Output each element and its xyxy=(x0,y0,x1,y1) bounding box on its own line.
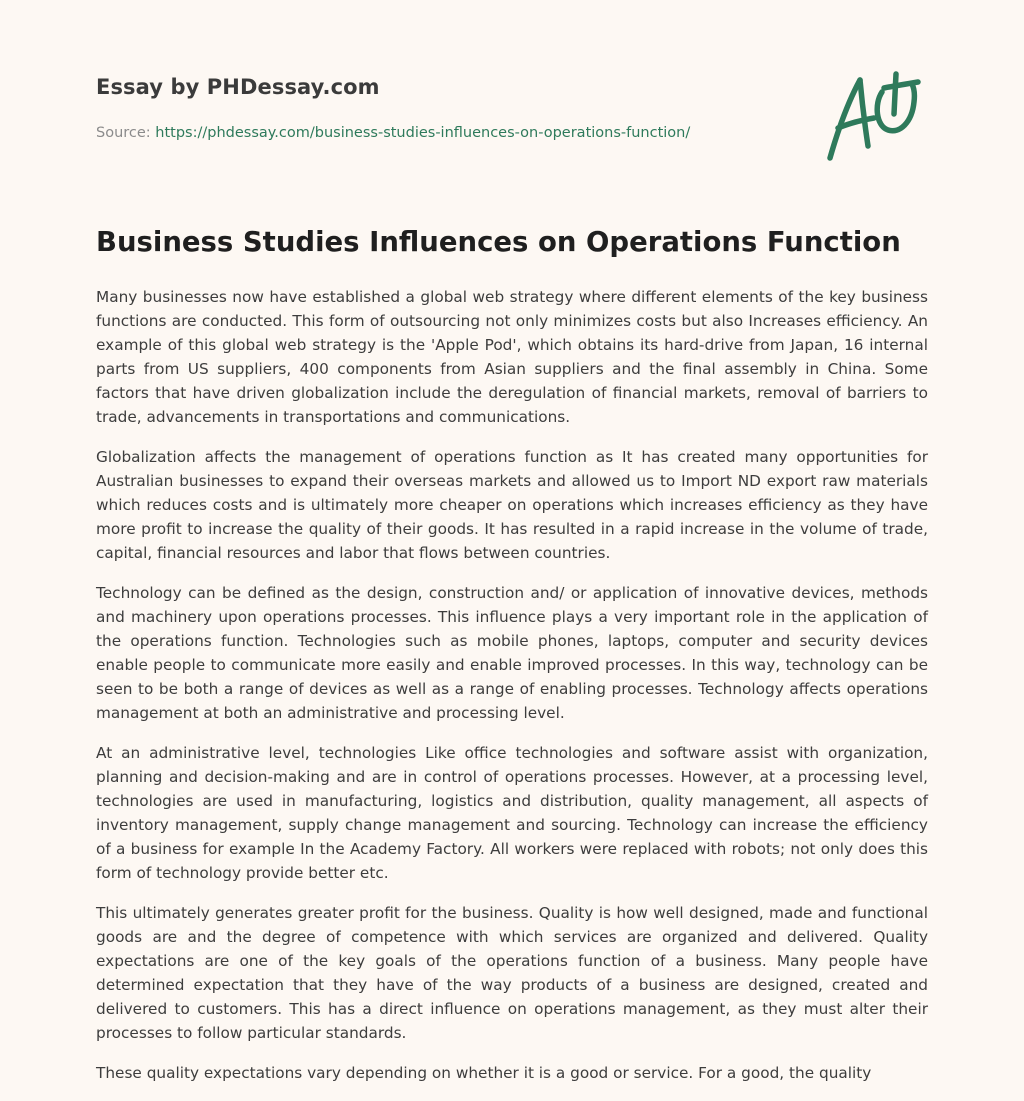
brand-title: Essay by PHDessay.com xyxy=(96,75,380,99)
paragraph: At an administrative level, technologies Like office technologies and software assist with organization, planning and decision-making and are in control of operations processes. However, at a processing level, technologies are used in manufacturing, logistics and distribution, quality management, all aspects of inventory management, supply change management and sourcing. Technology can increase the efficiency of a business for example In the Academy Factory. All workers were replaced with robots; not only does this form of technology provide better etc. xyxy=(96,744,928,882)
source-line xyxy=(96,125,690,141)
essay-body xyxy=(96,285,928,1101)
paragraph: These quality expectations vary depending on whether it is a good or service. For a good, the quality xyxy=(96,1064,872,1082)
paragraph: Many businesses now have established a global web strategy where different elements of the key business functions are conducted. This form of outsourcing not only minimizes costs but also Increases efficiency. An example of this global web strategy is the 'Apple Pod', which obtains its hard-drive from Japan, 16 internal parts from US suppliers, 400 components from Asian suppliers and the final assembly in China. Some factors that have driven globalization include the deregulation of financial markets, removal of barriers to trade, advancements in transportations and communications. xyxy=(96,288,928,426)
source-link[interactable]: https://phdessay.com/business-studies-influences-on-operations-function/ xyxy=(155,125,691,141)
a-plus-logo-icon xyxy=(824,68,924,164)
essay-title: Business Studies Influences on Operations Function xyxy=(96,226,901,258)
essay-page xyxy=(96,0,928,1082)
paragraph: Globalization affects the management of operations function as It has created many opportunities for Australian businesses to expand their overseas markets and allowed us to Import ND export raw materials which reduces costs and is ultimately more cheaper on operations which increases efficiency as they have more profit to increase the quality of their goods. It has resulted in a rapid increase in the volume of trade, capital, financial resources and labor that flows between countries. xyxy=(96,448,928,562)
paragraph: Technology can be defined as the design, construction and/ or application of innovative devices, methods and machinery upon operations processes. This influence plays a very important role in the application of the operations function. Technologies such as mobile phones, laptops, computer and security devices enable people to communicate more easily and enable improved processes. In this way, technology can be seen to be both a range of devices as well as a range of enabling processes. Technology affects operations management at both an administrative and processing level. xyxy=(96,584,928,722)
header xyxy=(96,0,928,200)
paragraph: This ultimately generates greater profit for the business. Quality is how well designed, made and functional goods are and the degree of competence with which services are organized and delivered. Quality expectations are one of the key goals of the operations function of a business. Many people have determined expectation that they have of the way products of a business are designed, created and delivered to customers. This has a direct influence on operations management, as they must alter their processes to follow particular standards. xyxy=(96,904,928,1042)
source-label: Source: xyxy=(96,125,156,141)
